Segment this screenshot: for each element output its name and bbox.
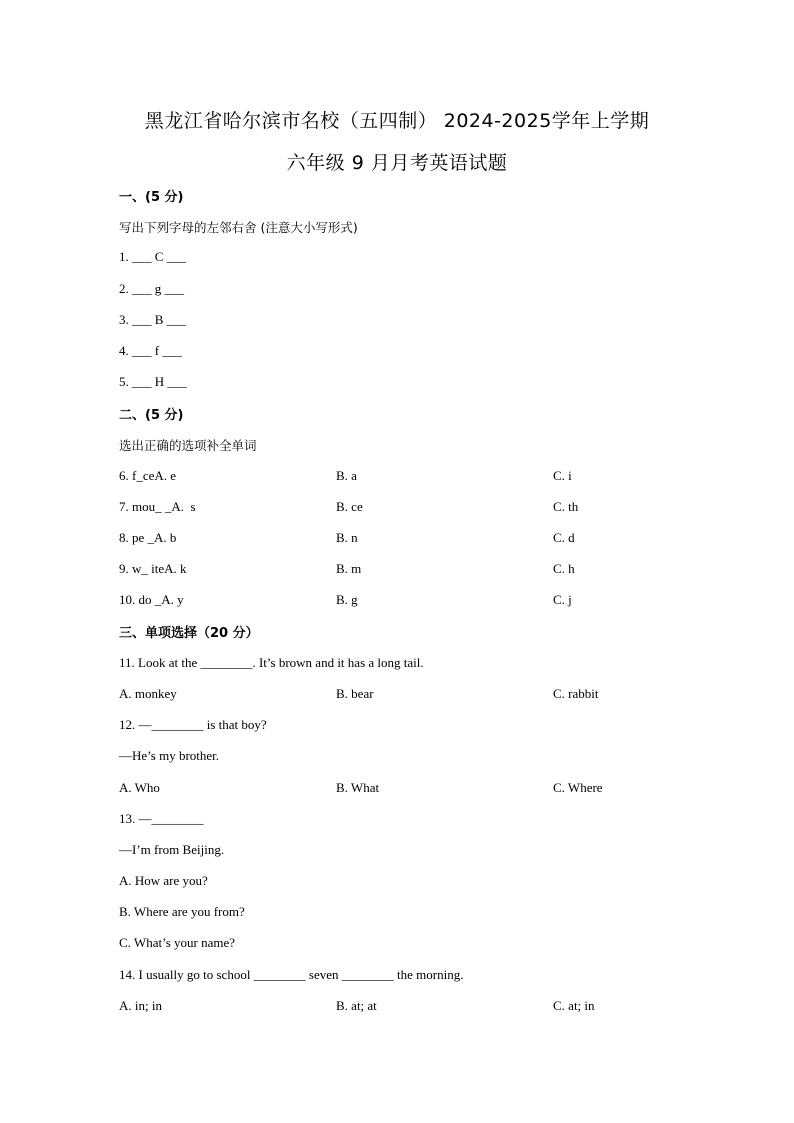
question-14-stem: 14. I usually go to school ________ seven ________ the morning. — [119, 967, 464, 982]
option-b: B. n — [336, 530, 358, 545]
letter-item-1: 1. ___ C ___ — [119, 249, 187, 264]
letter-item-2: 2. ___ g ___ — [119, 281, 184, 296]
question-12-reply: —He’s my brother. — [119, 748, 220, 763]
question-12-options — [0, 780, 794, 798]
question-stem: 7. mou_ _A. s — [119, 499, 196, 514]
letter-item-3: 3. ___ B ___ — [119, 312, 187, 327]
option-c: C. Where — [553, 780, 603, 795]
question-13-option-c: C. What’s your name? — [119, 935, 236, 950]
letter-item-5: 5. ___ H ___ — [119, 374, 187, 389]
option-c: C. th — [553, 499, 579, 514]
letter-item-4: 4. ___ f ___ — [119, 343, 182, 358]
option-a: A. in; in — [119, 998, 162, 1013]
question-13-option-b: B. Where are you from? — [119, 904, 245, 919]
option-a: A. Who — [119, 780, 160, 795]
question-row-8 — [0, 530, 794, 548]
option-b: B. What — [336, 780, 380, 795]
question-row-10 — [0, 592, 794, 610]
question-11-stem: 11. Look at the ________. It’s brown and it has a long tail. — [119, 655, 424, 670]
option-b: B. bear — [336, 686, 374, 701]
option-b: B. ce — [336, 499, 363, 514]
option-c: C. h — [553, 561, 575, 576]
question-stem: 8. pe _A. b — [119, 530, 177, 545]
option-a: A. monkey — [119, 686, 177, 701]
exam-title-line1: 黑龙江省哈尔滨市名校（五四制） 2024-2025学年上学期 — [144, 110, 650, 132]
section1-instruction: 写出下列字母的左邻右舍 (注意大小写形式) — [119, 220, 358, 235]
question-12-stem: 12. —________ is that boy? — [119, 717, 267, 732]
option-c: C. j — [553, 592, 572, 607]
option-c: C. rabbit — [553, 686, 599, 701]
option-b: B. g — [336, 592, 358, 607]
question-13-reply: —I’m from Beijing. — [119, 842, 225, 857]
section1-heading: 一、(5 分) — [119, 190, 184, 205]
option-b: B. a — [336, 468, 357, 483]
exam-title-line2: 六年级 9 月月考英语试题 — [286, 152, 508, 174]
option-c: C. at; in — [553, 998, 595, 1013]
question-11-options — [0, 686, 794, 704]
section3-heading: 三、单项选择（20 分） — [119, 626, 259, 641]
option-b: B. m — [336, 561, 362, 576]
section2-heading: 二、(5 分) — [119, 408, 184, 423]
option-c: C. i — [553, 468, 572, 483]
question-row-7 — [0, 499, 794, 517]
question-stem: 10. do _A. y — [119, 592, 184, 607]
question-13-stem: 13. —________ — [119, 811, 204, 826]
question-row-6 — [0, 468, 794, 486]
question-row-9 — [0, 561, 794, 579]
question-stem: 6. f_ceA. e — [119, 468, 177, 483]
section2-instruction: 选出正确的选项补全单词 — [119, 438, 257, 453]
option-b: B. at; at — [336, 998, 377, 1013]
question-stem: 9. w_ iteA. k — [119, 561, 187, 576]
option-c: C. d — [553, 530, 575, 545]
question-14-options — [0, 998, 794, 1016]
question-13-option-a: A. How are you? — [119, 873, 208, 888]
